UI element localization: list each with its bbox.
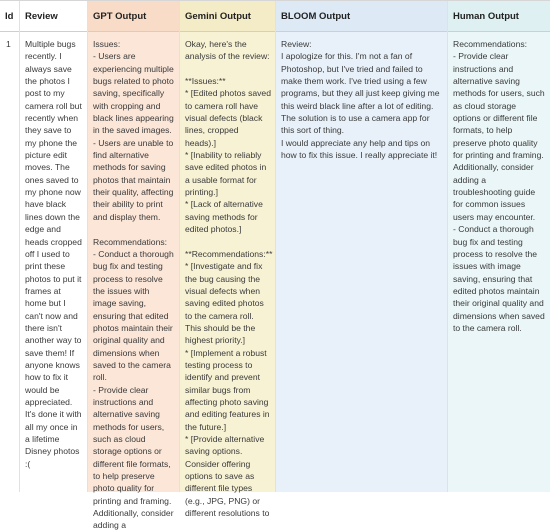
column-bloom-output [276, 1, 448, 492]
cell-gemini-output: Okay, here's the analysis of the review: **Issues:** * [Edited photos saved to camera roll have visual defects (black lines, cropped heads).] * [Inability to reliably save edited photos in a usable format for printing.] * [Lack of alternative saving methods for edited photos.] **Recommendations:** * [Investigate and fix the bug causing the visual defects when saving edited photos to the camera roll. This should be the highest priority.] * [Implement a robust testing process to identify and prevent similar bugs from affecting photo saving and editing features in the future.] * [Provide alternative saving options. Consider offering options to save as different file types (e.g., JPG, PNG) or different resolutions to [185, 39, 273, 519]
cell-id: 1 [6, 39, 11, 49]
cell-review: Multiple bugs recently. I always save the photos I post to my camera roll but recently when they save to my phone the picture edit moves. The ones saved to my phone now have black lines down the edge and heads cropped off I used to print these photos to put it frames at home but I can't now and there isn't another way to save them! If anyone knows how to fix it would be appreciated. It's done it with all my once in a lifetime Disney photos :( [25, 39, 85, 469]
column-id [0, 1, 20, 492]
header-bloom-output: BLOOM Output [276, 1, 447, 32]
cell-gpt-output: Issues: - Users are experiencing multiple bugs related to photo saving, specifically with cropping and black lines appearing in the saved images. - Users are unable to find alternative methods for saving photos that maintain their quality, affecting their ability to print and display them. Recommendations: - Conduct a thorough bug fix and testing process to resolve the issues with image saving, ensuring that edited photos maintain their original quality and dimensions when saved to the camera roll. - Provide clear instructions and alternative saving methods for users, such as cloud storage options or different file formats, to help preserve photo quality for printing and framing. Additionally, consider adding a [93, 39, 174, 531]
column-human-output [448, 1, 550, 492]
header-human-output: Human Output [448, 1, 550, 32]
cell-bloom-output: Review: I apologize for this. I'm not a fan of Photoshop, but I've tried and failed to make them work. I've tried using a few programs, but they all just keep giving me this weird black line after a lot of editing. The solution is to use a camera app for this sort of thing. I would appreciate any help and tips on how to fix this issue. I really appreciate it! [281, 39, 440, 161]
header-id: Id [0, 1, 19, 32]
cell-human-output: Recommendations: - Provide clear instructions and alternative saving methods for users, such as cloud storage options or different file formats, to help preserve photo quality for printing and framing. Additionally, consider adding a troubleshooting guide for common issues users may encounter. - Conduct a thorough bug fix and testing process to resolve the issues with image saving, ensuring that edited photos maintain their original quality and dimensions when saved to the camera roll. [453, 39, 545, 333]
header-gpt-output: GPT Output [88, 1, 179, 32]
header-review: Review [20, 1, 87, 32]
column-gemini-output [180, 1, 276, 519]
header-gemini-output: Gemini Output [180, 1, 275, 32]
column-review [20, 1, 88, 492]
column-gpt-output [88, 1, 180, 531]
